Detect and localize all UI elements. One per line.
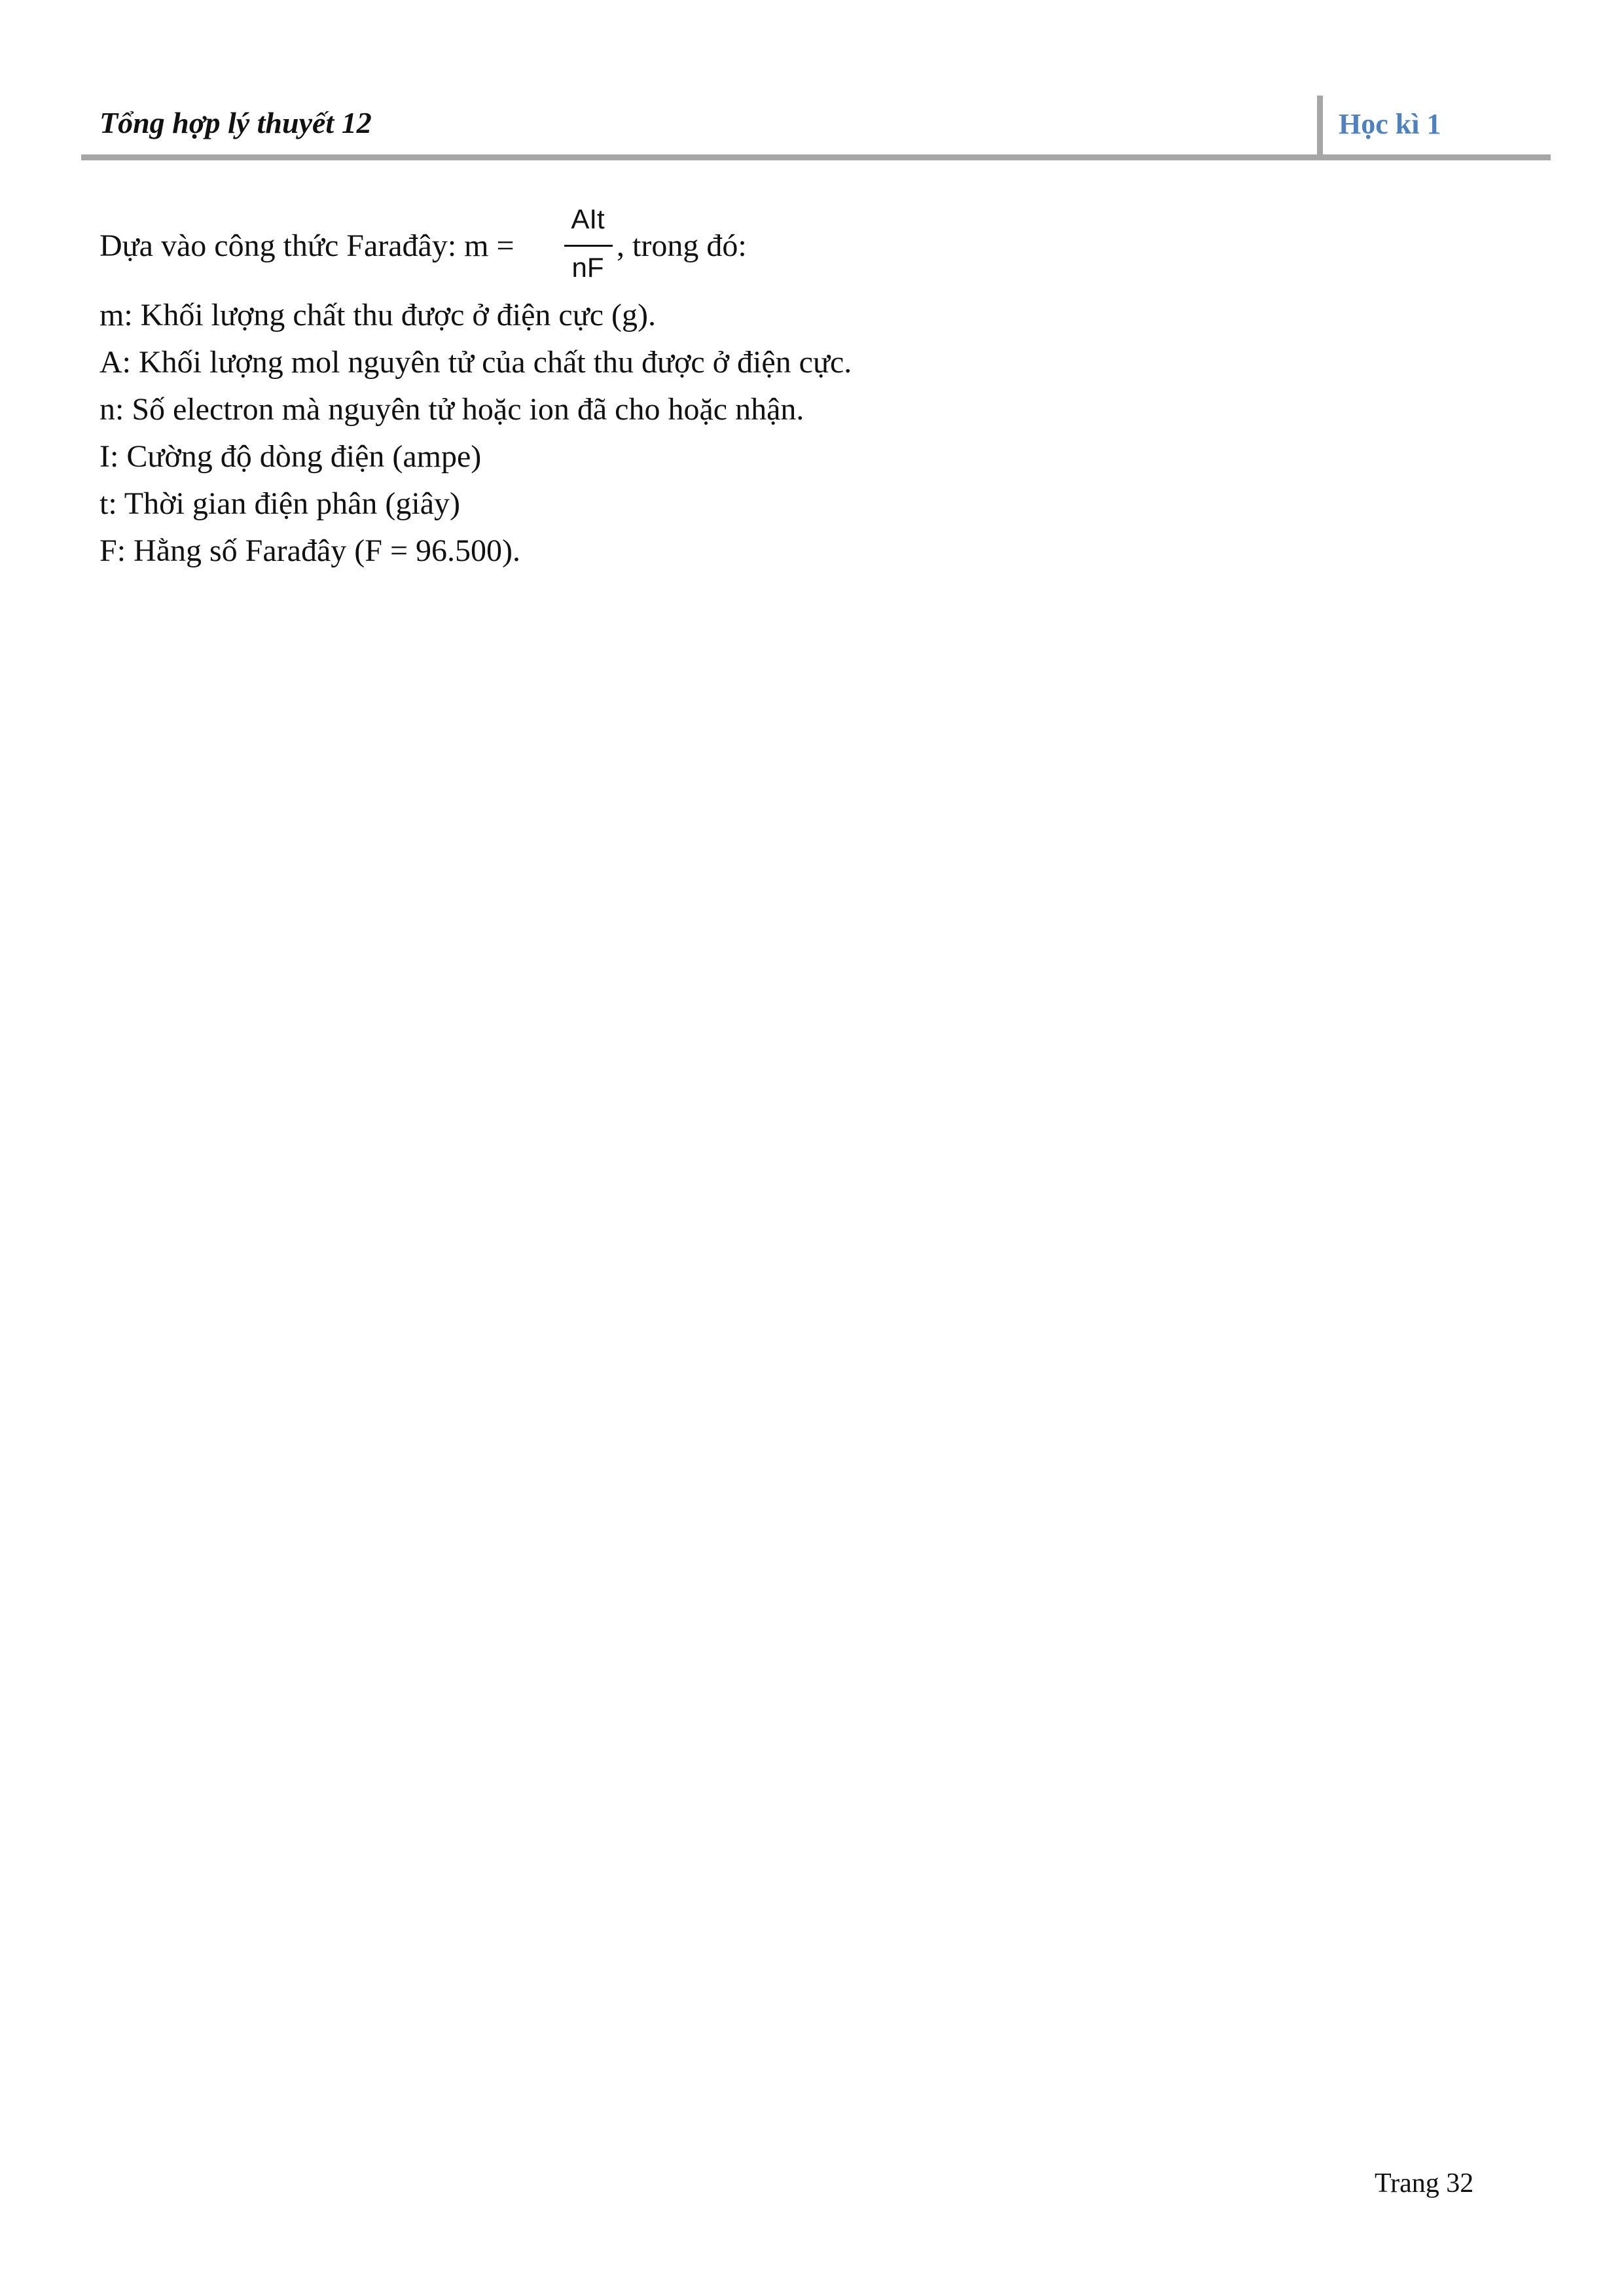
- formula-lead-text: Dựa vào công thức Farađây: m =: [99, 228, 514, 263]
- definition-i: I: Cường độ dòng điện (ampe): [99, 439, 482, 474]
- header-divider-vertical: [1317, 96, 1323, 160]
- formula-tail-text: , trong đó:: [617, 228, 747, 263]
- definition-n: n: Số electron mà nguyên tử hoặc ion đã cho hoặc nhận.: [99, 392, 804, 427]
- fraction-bar: [564, 245, 613, 247]
- header-term-label: Học kì 1: [1339, 108, 1441, 140]
- header-title: Tổng hợp lý thuyết 12: [99, 106, 372, 139]
- definition-m: m: Khối lượng chất thu được ở điện cực (g).: [99, 298, 657, 332]
- definition-a: A: Khối lượng mol nguyên tử của chất thu được ở điện cực.: [99, 345, 852, 380]
- definition-t: t: Thời gian điện phân (giây): [99, 486, 461, 521]
- page-number: Trang 32: [1375, 2168, 1474, 2198]
- fraction-denominator: nF: [571, 252, 604, 283]
- definitions-list: [99, 296, 852, 579]
- formula-fraction: [562, 196, 614, 295]
- definition-f: F: Hằng số Farađây (F = 96.500).: [99, 533, 521, 568]
- header-rule: [81, 154, 1551, 160]
- fraction-numerator: AIt: [571, 204, 605, 234]
